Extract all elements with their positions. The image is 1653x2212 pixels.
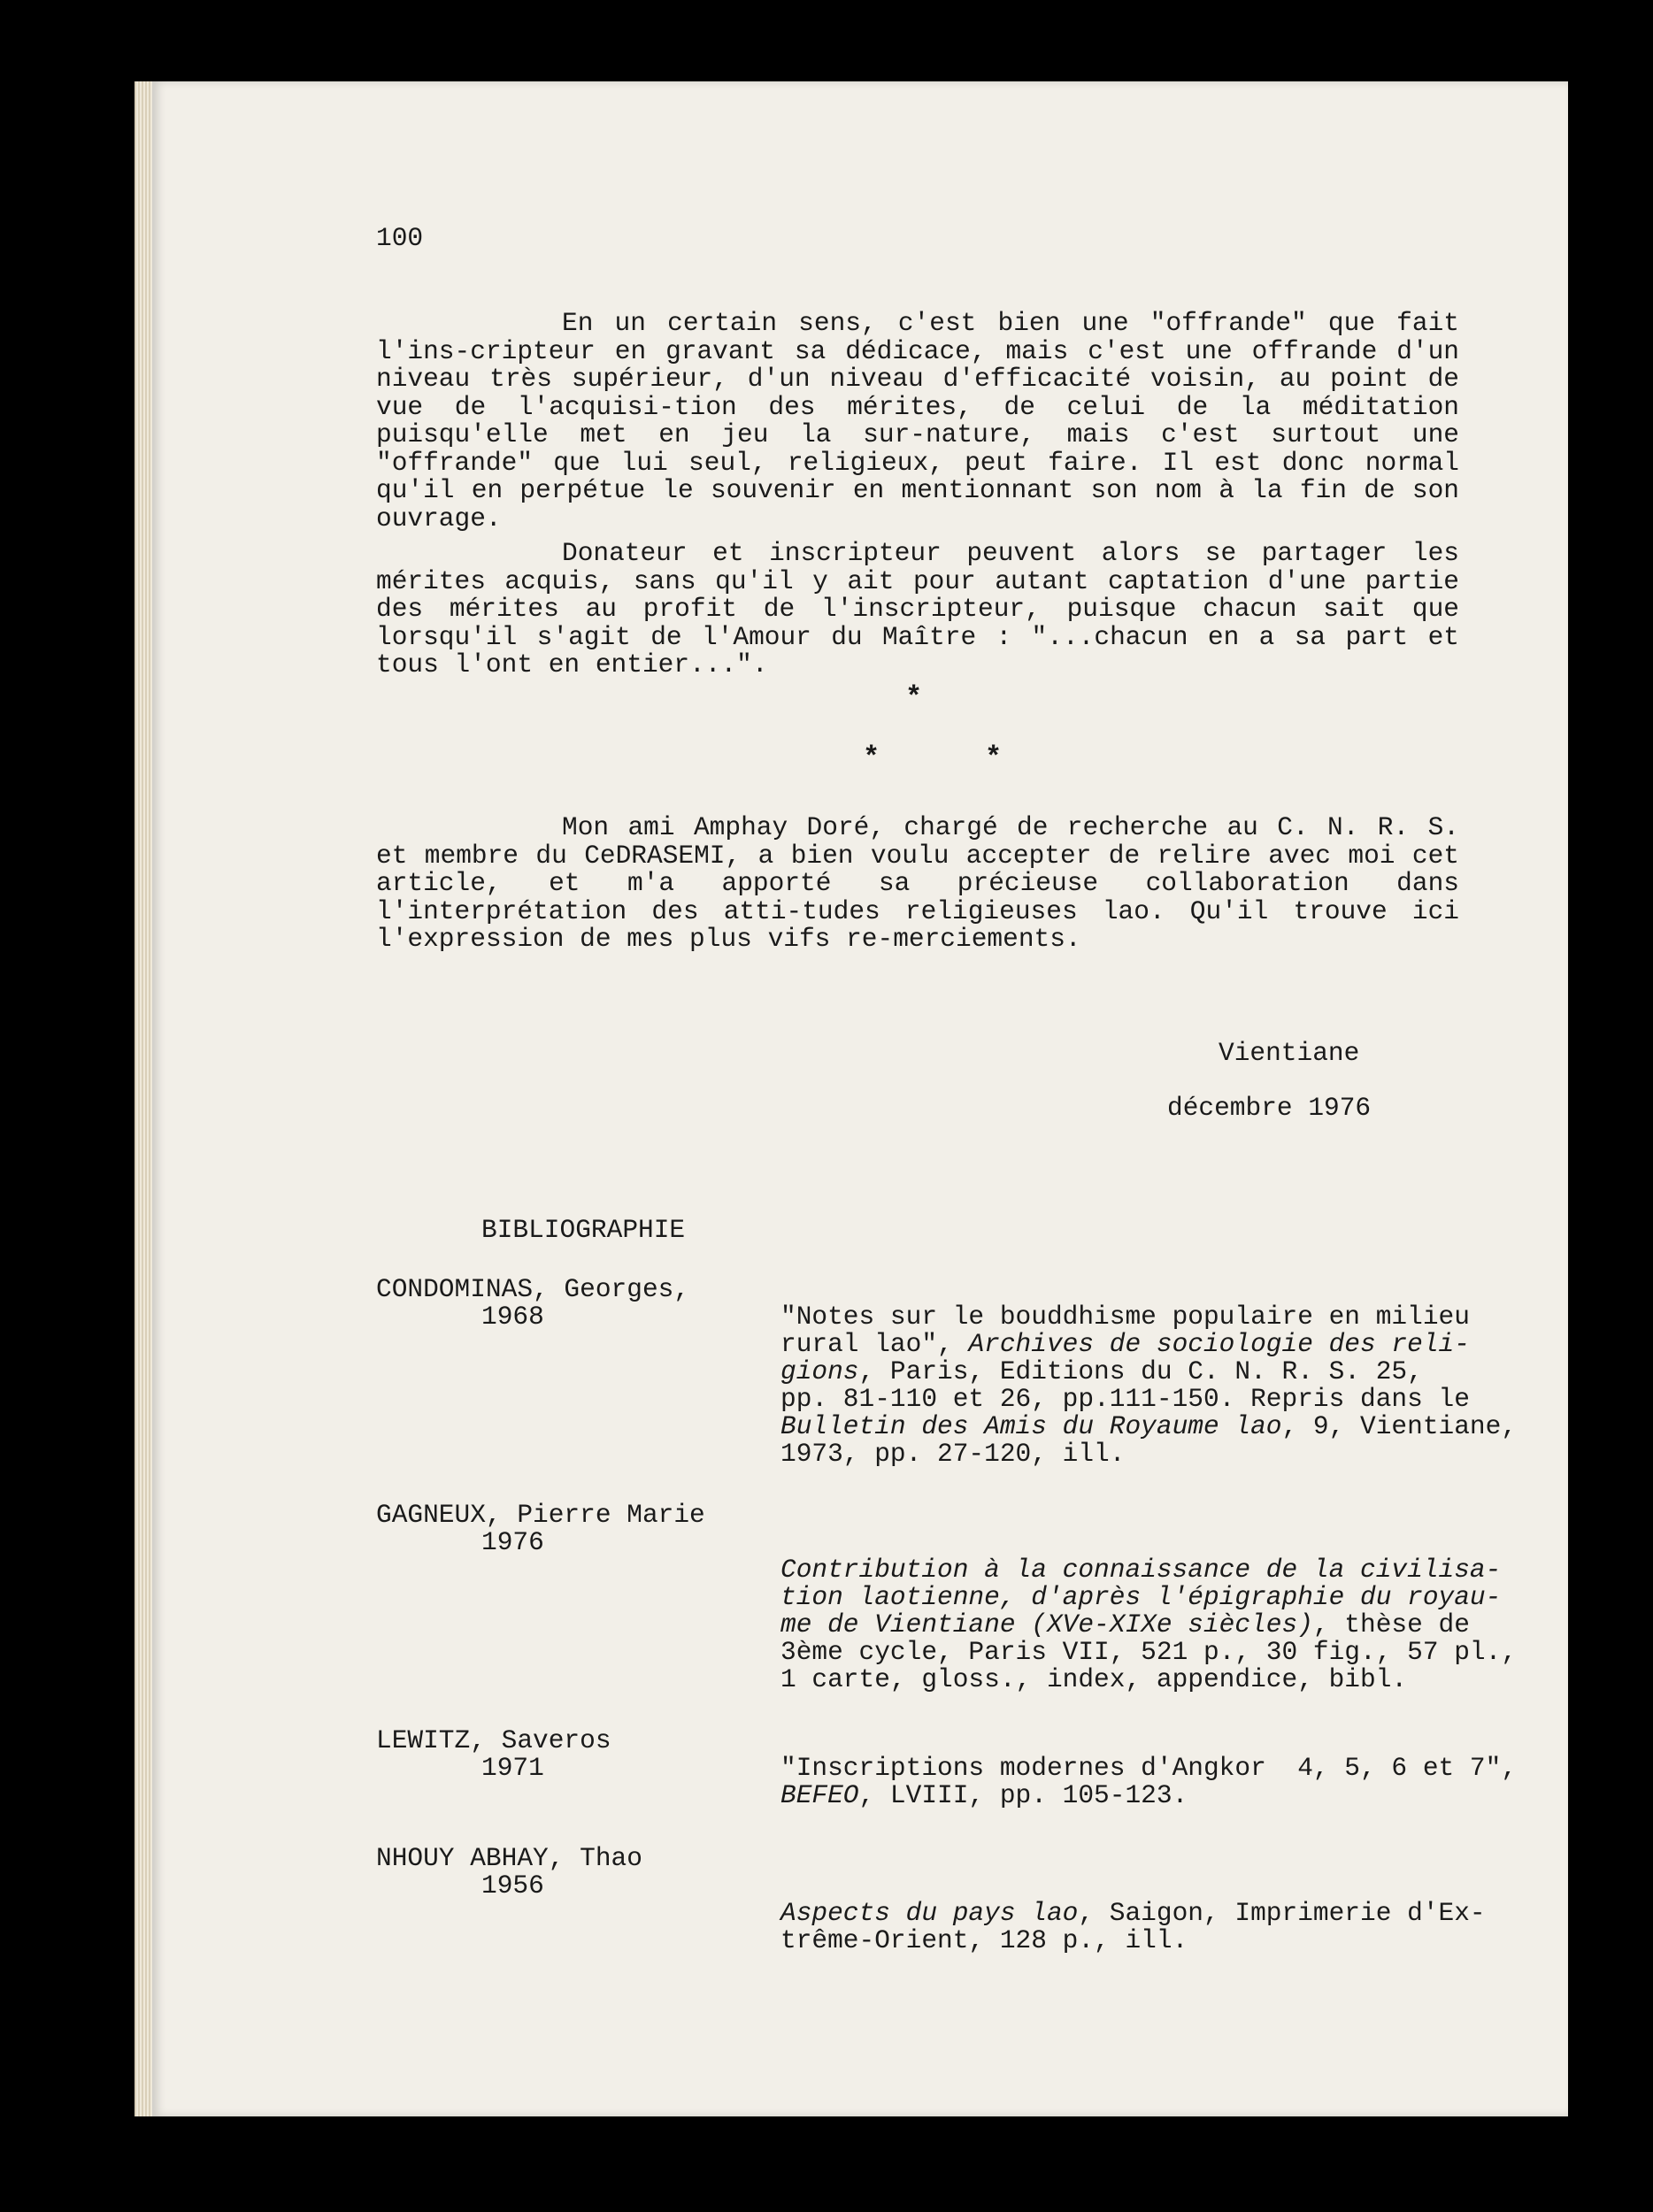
bib-ref-line: trême-Orient, 128 p., ill. xyxy=(780,1925,1188,1955)
paragraph-3: Mon ami Amphay Doré, chargé de recherche au C. N. R. S. et membre du CeDRASEMI, a bien voulu accepter de relire avec moi cet article, et m'a apporté sa précieuse collaboration dans l'interprétation des atti-tudes religieuses lao. Qu'il trouve ici l'expression de mes plus vifs re-merciements. xyxy=(376,812,1459,954)
bib-ref-line: pp. 81-110 et 26, pp.111-150. Repris dans le xyxy=(780,1384,1470,1414)
bib-ref-line: gions, Paris, Editions du C. N. R. S. 25, xyxy=(780,1356,1423,1386)
signoff-place: Vientiane xyxy=(1219,1038,1360,1068)
signoff-date: décembre 1976 xyxy=(1167,1093,1372,1123)
separator-star-right: * xyxy=(985,741,1003,774)
bib-ref-line: 1973, pp. 27-120, ill. xyxy=(780,1439,1126,1469)
bib-year: 1976 xyxy=(481,1527,544,1557)
bib-ref-line: Aspects du pays lao, Saigon, Imprimerie d'Ex- xyxy=(780,1898,1486,1928)
bib-ref-line: 3ème cycle, Paris VII, 521 p., 30 fig., 57 pl., xyxy=(780,1637,1518,1667)
bib-ref-line: Bulletin des Amis du Royaume lao, 9, Vientiane, xyxy=(780,1411,1518,1441)
bib-ref-line: Contribution à la connaissance de la civilisa- xyxy=(780,1555,1502,1585)
bib-year: 1968 xyxy=(481,1302,544,1332)
bib-year: 1971 xyxy=(481,1753,544,1783)
bib-ref-line: "Inscriptions modernes d'Angkor 4, 5, 6 et 7", xyxy=(780,1753,1518,1783)
bib-ref-line: me de Vientiane (XVe-XIXe siècles), thèse de xyxy=(780,1609,1470,1640)
page-number: 100 xyxy=(376,223,424,253)
bib-ref-line: "Notes sur le bouddhisme populaire en milieu xyxy=(780,1302,1470,1332)
bibliography-heading: BIBLIOGRAPHIE xyxy=(481,1215,686,1245)
bib-ref-line: rural lao", Archives de sociologie des reli- xyxy=(780,1329,1470,1359)
bib-author: LEWITZ, Saveros xyxy=(376,1725,611,1755)
bib-ref-line: tion laotienne, d'après l'épigraphie du royau- xyxy=(780,1582,1502,1612)
bib-author: GAGNEUX, Pierre Marie xyxy=(376,1500,705,1530)
separator-star-left: * xyxy=(863,741,880,774)
bib-year: 1956 xyxy=(481,1870,544,1901)
paragraph-2: Donateur et inscripteur peuvent alors se partager les mérites acquis, sans qu'il y ait pour autant captation d'une partie des mérites au profit de l'inscripteur, puisque chacun sait que lorsqu'il s'agit de l'Amour du Maître : "...chacun en a sa part et tous l'ont en entier...". xyxy=(376,538,1459,680)
bib-author: CONDOMINAS, Georges, xyxy=(376,1274,690,1304)
bib-ref-line: BEFEO, LVIII, pp. 105-123. xyxy=(780,1780,1188,1810)
book-page xyxy=(152,81,1568,2116)
bib-author: NHOUY ABHAY, Thao xyxy=(376,1843,642,1873)
bib-ref-line: 1 carte, gloss., index, appendice, bibl. xyxy=(780,1664,1408,1694)
paragraph-1: En un certain sens, c'est bien une "offrande" que fait l'ins-cripteur en gravant sa dédicace, mais c'est une offrande d'un niveau très supérieur, d'un niveau d'efficacité voisin, au point de vue de l'acquisi-tion des mérites, de celui de la méditation puisqu'elle met en jeu la sur-nature, mais c'est surtout une "offrande" que lui seul, religieux, peut faire. Il est donc normal qu'il en perpétue le souvenir en mentionnant son nom à la fin de son ouvrage. xyxy=(376,308,1459,534)
separator-star-top: * xyxy=(905,681,923,714)
